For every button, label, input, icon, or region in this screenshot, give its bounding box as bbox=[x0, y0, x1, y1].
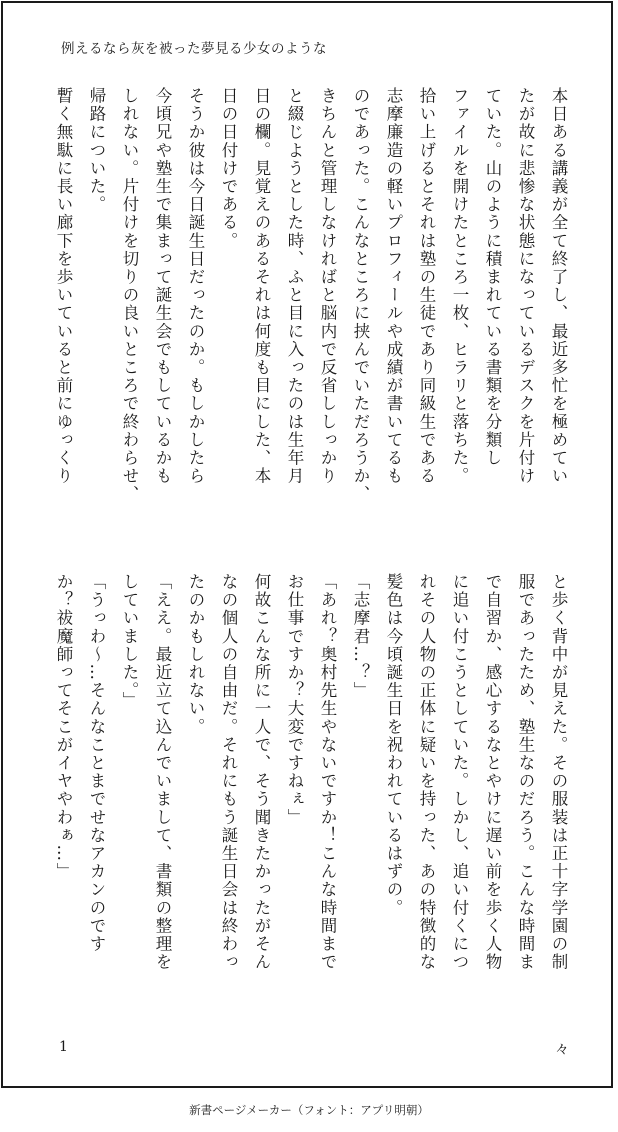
page-corner-mark: 々 bbox=[555, 1042, 569, 1058]
text-column: なの個人の自由だ。それにもう誕生日会は終わっ bbox=[219, 573, 238, 972]
text-column: ファイルを開けたところ一枚、ヒラリと落ちた。 bbox=[450, 87, 469, 486]
page-number: 1 bbox=[59, 1039, 68, 1055]
footer-credit: 新書ページメーカー（フォント：アプリ明朝） bbox=[189, 1103, 429, 1117]
text-column: 「志摩君…？」 bbox=[351, 573, 370, 700]
text-column: 暫く無駄に長い廊下を歩いていると前にゆっくり bbox=[54, 87, 73, 486]
text-column: ていた。山のように積まれている書類を分類し bbox=[483, 87, 502, 468]
text-column: 日の欄。見覚えのあるそれは何度も目にした、本 bbox=[252, 87, 271, 486]
text-column: していました。」 bbox=[120, 573, 139, 710]
text-column: 「あれ？奥村先生やないですか！こんな時間まで bbox=[318, 573, 337, 972]
text-column: たが故に悲惨な状態になっているデスクを片付け bbox=[516, 87, 535, 486]
text-column: のであった。こんなところに挟んでいただろうか、 bbox=[351, 87, 370, 504]
page-title: 例えるなら灰を被った夢見る少女のような bbox=[61, 41, 327, 57]
text-column: 帰路についた。 bbox=[87, 87, 106, 214]
text-column: 今頃兄や塾生で集まって誕生会でもしているかも bbox=[153, 87, 172, 486]
upper-text-block bbox=[47, 87, 575, 527]
text-column: 髪色は今頃誕生日を祝われているはずの。 bbox=[384, 573, 403, 917]
lower-text-block bbox=[47, 573, 575, 1013]
text-column: 「ええ。最近立て込んでいまして、書類の整理を bbox=[153, 573, 172, 972]
text-column: そうか彼は今日誕生日だったのか。もしかしたら bbox=[186, 87, 205, 486]
text-column: 拾い上げるとそれは塾の生徒であり同級生である bbox=[417, 87, 436, 486]
text-column: か？祓魔師ってそこがイヤやわぁ…」 bbox=[54, 573, 73, 881]
text-column: れその人物の正体に疑いを持った、あの特徴的な bbox=[417, 573, 436, 972]
page-frame bbox=[1, 1, 613, 1088]
text-column: きちんと管理しなければと脳内で反省ししっかり bbox=[318, 87, 337, 486]
text-column: と歩く背中が見えた。その服装は正十字学園の制 bbox=[549, 573, 568, 972]
text-column: と綴じようとした時、ふと目に入ったのは生年月 bbox=[285, 87, 304, 486]
text-column: しれない。片付けを切りの良いところで終わらせ、 bbox=[120, 87, 139, 504]
text-column: 何故こんな所に一人で、そう聞きたかったがそん bbox=[252, 573, 271, 972]
text-column: 服であったため、塾生なのだろう。こんな時間ま bbox=[516, 573, 535, 972]
text-column: お仕事ですか？大変ですねぇ」 bbox=[285, 573, 304, 827]
text-column: に追い付こうとしていた。しかし、追い付くにつ bbox=[450, 573, 469, 972]
text-column: 「うっわ～…そんなことまでせなアカンのです bbox=[87, 573, 106, 954]
text-column: 志摩廉造の軽いプロフィールや成績が書いてるも bbox=[384, 87, 403, 486]
text-column: たのかもしれない。 bbox=[186, 573, 205, 736]
text-column: で自習か、感心するなとやけに遅い前を歩く人物 bbox=[483, 573, 502, 972]
text-column: 日の日付けである。 bbox=[219, 87, 238, 250]
text-column: 本日ある講義が全て終了し、最近多忙を極めてい bbox=[549, 87, 568, 486]
